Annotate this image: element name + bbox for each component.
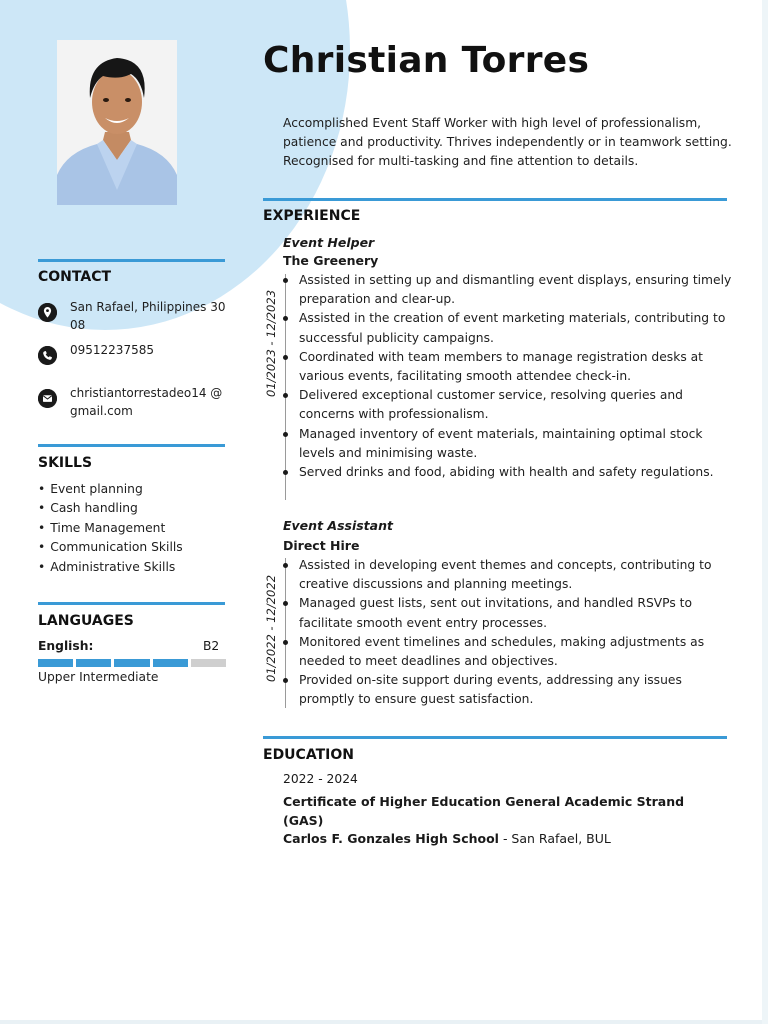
email-icon (38, 389, 57, 408)
list-item: • Administrative Skills (38, 558, 183, 577)
page-edge (762, 0, 768, 1024)
phone-icon (38, 346, 57, 365)
job-employer: Direct Hire (283, 538, 360, 553)
phone-text[interactable]: 09512237585 (70, 343, 154, 357)
list-item: Coordinated with team members to manage registration desks at various events, facilitating smooth attendee check-in. (283, 348, 733, 386)
language-level-code: B2 (203, 639, 220, 653)
proficiency-segment (76, 659, 111, 667)
contact-heading: CONTACT (38, 269, 112, 285)
list-item: • Cash handling (38, 499, 183, 518)
list-item: Monitored event timelines and schedules, making adjustments as needed to meet deadlines and objectives. (283, 633, 733, 671)
list-item: Assisted in setting up and dismantling event displays, ensuring timely preparation and clear-up. (283, 271, 733, 309)
education-degree: Certificate of Higher Education General Academic Strand (GAS) (283, 794, 685, 828)
skills-list (38, 480, 183, 577)
job-duties (283, 556, 733, 710)
contact-email (38, 386, 228, 425)
language-name: English: (38, 639, 94, 653)
email-text[interactable]: christiantorrestadeo14 @gmail.com (70, 386, 223, 418)
proficiency-segment (114, 659, 149, 667)
profile-photo (57, 40, 177, 205)
location-pin-icon (38, 303, 57, 322)
proficiency-segment (191, 659, 226, 667)
job-duties (283, 271, 733, 482)
education-divider (263, 736, 727, 739)
person-portrait-icon (57, 40, 177, 205)
education-heading: EDUCATION (263, 747, 354, 763)
list-item: Delivered exceptional customer service, resolving queries and concerns with professionalism. (283, 386, 733, 424)
contact-address (38, 300, 228, 339)
job-employer: The Greenery (283, 253, 379, 268)
professional-summary: Accomplished Event Staff Worker with high level of professionalism, patience and productivity. Thrives independently or in teamwork setting. Recognised for multi-tasking and fine attention to details. (283, 116, 732, 168)
list-item: • Time Management (38, 519, 183, 538)
experience-divider (263, 198, 727, 201)
job-dates: 01/2023 - 12/2023 (264, 289, 278, 397)
list-item: Assisted in the creation of event marketing materials, contributing to successful publicity campaigns. (283, 309, 733, 347)
candidate-name: Christian Torres (263, 40, 590, 81)
list-item: • Event planning (38, 480, 183, 499)
experience-heading: EXPERIENCE (263, 208, 361, 224)
proficiency-segment (153, 659, 188, 667)
list-item: Served drinks and food, abiding with health and safety regulations. (283, 463, 733, 482)
job-title: Event Assistant (283, 518, 393, 533)
list-item: Managed guest lists, sent out invitations, and handled RSVPs to facilitate smooth event entry processes. (283, 594, 733, 632)
skills-heading: SKILLS (38, 455, 93, 471)
job-dates: 01/2022 - 12/2022 (264, 574, 278, 682)
proficiency-segment (38, 659, 73, 667)
contact-divider (38, 259, 225, 262)
languages-divider (38, 602, 225, 605)
address-text: San Rafael, Philippines 3008 (70, 300, 226, 332)
list-item: Managed inventory of event materials, maintaining optimal stock levels and minimising waste. (283, 425, 733, 463)
contact-phone (38, 343, 228, 366)
language-proficiency-bar (38, 659, 226, 667)
languages-heading: LANGUAGES (38, 613, 134, 629)
school-name: Carlos F. Gonzales High School (283, 831, 499, 846)
education-institution (283, 831, 611, 846)
education-dates: 2022 - 2024 (283, 772, 358, 786)
school-location: - San Rafael, BUL (498, 831, 611, 846)
language-level-description: Upper Intermediate (38, 670, 159, 684)
skills-divider (38, 444, 225, 447)
job-title: Event Helper (283, 235, 375, 250)
list-item: Provided on-site support during events, addressing any issues promptly to ensure guest satisfaction. (283, 671, 733, 709)
list-item: Assisted in developing event themes and concepts, contributing to creative discussions and planning meetings. (283, 556, 733, 594)
list-item: • Communication Skills (38, 538, 183, 557)
